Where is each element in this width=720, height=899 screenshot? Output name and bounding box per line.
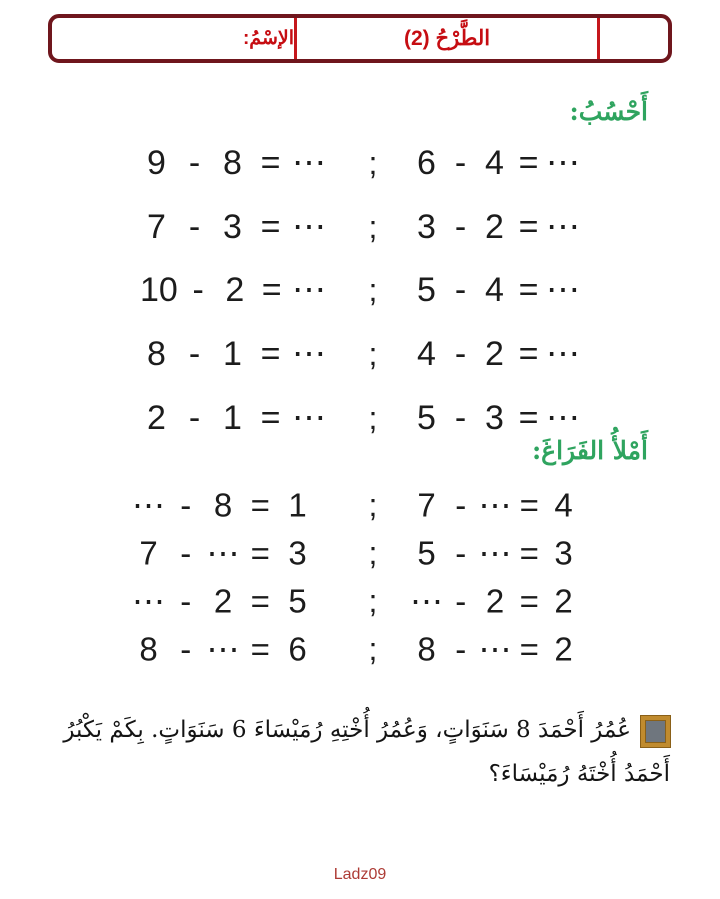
operand-a: 7	[139, 534, 158, 572]
answer-blank: ⋯	[546, 398, 580, 437]
result: 3	[554, 534, 573, 572]
equations-separator: ;	[368, 487, 378, 523]
answer-blank: ⋯	[478, 534, 512, 572]
equation-left	[132, 486, 314, 524]
equations-separator: ;	[368, 144, 378, 181]
result: 3	[288, 534, 307, 572]
minus-sign: -	[454, 335, 467, 374]
equation-left	[140, 143, 326, 182]
equals-sign: =	[250, 534, 270, 572]
equals-sign: =	[250, 486, 270, 524]
square-bullet-icon	[641, 716, 670, 747]
operand-b: 2	[485, 582, 505, 620]
equals-sign: =	[519, 582, 539, 620]
minus-sign: -	[188, 335, 201, 374]
operand-a: 8	[139, 630, 158, 668]
name-label: الإسْمُ:	[242, 28, 294, 49]
equations-separator: ;	[368, 208, 378, 245]
equation-right	[410, 582, 580, 620]
answer-blank: ⋯	[478, 630, 512, 668]
operand-b: 1	[223, 335, 242, 374]
answer-blank: ⋯	[206, 534, 240, 572]
equations-separator: ;	[368, 272, 378, 309]
equation-right	[410, 630, 580, 668]
operand-b: 4	[485, 143, 504, 182]
equation-row	[0, 259, 720, 323]
section-heading-fill-blank: أَمْلأُ الفَرَاغَ:	[531, 436, 648, 465]
word-problem-text: عُمُرُ أَحْمَدَ 8 سَنَوَاتٍ، وَعُمُرُ أُخْتِهِ رُمَيْسَاءَ 6 سَنَوَاتٍ. بِكَمْ يَكْبُرُ أَحْمَدُ أُخْتَهُ رُمَيْسَاءَ؟	[63, 717, 670, 787]
minus-sign: -	[455, 582, 467, 620]
equals-sign: =	[260, 207, 281, 246]
operand-a: 10	[140, 271, 178, 310]
answer-blank: ⋯	[546, 207, 580, 246]
equation-left	[132, 582, 314, 620]
equation-right	[410, 271, 580, 310]
minus-sign: -	[455, 630, 467, 668]
equals-sign: =	[518, 398, 539, 437]
equation-left	[140, 271, 326, 310]
answer-blank: ⋯	[546, 335, 580, 374]
operand-b: 8	[213, 486, 233, 524]
equals-sign: =	[519, 486, 539, 524]
name-field-cell	[52, 18, 297, 59]
answer-blank: ⋯	[132, 582, 165, 620]
answer-blank: ⋯	[546, 143, 580, 182]
equation-right	[410, 534, 580, 572]
result: 2	[554, 630, 573, 668]
equation-right	[410, 398, 580, 437]
operand-a: 5	[417, 398, 436, 437]
operand-b: 3	[223, 207, 242, 246]
minus-sign: -	[180, 486, 192, 524]
equation-row	[0, 625, 720, 673]
equals-sign: =	[250, 582, 270, 620]
operand-b: 3	[485, 398, 504, 437]
equation-row	[0, 322, 720, 386]
answer-blank: ⋯	[292, 335, 326, 374]
operand-a: 2	[147, 398, 166, 437]
operand-a: 8	[417, 630, 436, 668]
operand-b: 2	[213, 582, 233, 620]
minus-sign: -	[455, 534, 467, 572]
operand-a: 3	[417, 207, 436, 246]
equation-right	[410, 335, 580, 374]
operand-a: 7	[417, 486, 436, 524]
minus-sign: -	[455, 486, 467, 524]
answer-blank: ⋯	[206, 630, 240, 668]
answer-blank: ⋯	[478, 486, 512, 524]
equation-left	[140, 207, 326, 246]
page-title: الطَّرْحُ (2)	[403, 27, 491, 50]
result: 2	[554, 582, 573, 620]
equals-sign: =	[260, 143, 281, 182]
equals-sign: =	[518, 207, 539, 246]
equals-sign: =	[261, 271, 282, 310]
operand-b: 8	[223, 143, 242, 182]
operand-a: 7	[147, 207, 166, 246]
equals-sign: =	[518, 335, 539, 374]
equations-separator: ;	[368, 399, 378, 436]
equals-sign: =	[519, 630, 539, 668]
minus-sign: -	[180, 534, 192, 572]
operand-b: 2	[485, 207, 504, 246]
minus-sign: -	[188, 207, 201, 246]
equation-row	[0, 195, 720, 259]
minus-sign: -	[180, 582, 192, 620]
section-heading-calculate: أَحْسُبُ:	[569, 97, 648, 126]
equals-sign: =	[518, 271, 539, 310]
header-empty-cell	[597, 18, 668, 59]
answer-blank: ⋯	[546, 271, 580, 310]
operand-b: 4	[485, 271, 504, 310]
equations-separator: ;	[368, 535, 378, 571]
answer-blank: ⋯	[292, 207, 326, 246]
equations-separator: ;	[368, 336, 378, 373]
equals-sign: =	[260, 335, 281, 374]
equation-right	[410, 143, 580, 182]
minus-sign: -	[180, 630, 192, 668]
equation-row	[0, 131, 720, 195]
operand-b: 1	[223, 398, 242, 437]
calc-section	[0, 131, 720, 450]
equations-separator: ;	[368, 583, 378, 619]
equation-row	[0, 577, 720, 625]
result: 5	[288, 582, 307, 620]
minus-sign: -	[188, 398, 201, 437]
operand-a: 5	[417, 271, 436, 310]
result: 4	[554, 486, 573, 524]
operand-a: 9	[147, 143, 166, 182]
minus-sign: -	[188, 143, 201, 182]
answer-blank: ⋯	[292, 398, 326, 437]
answer-blank: ⋯	[132, 486, 165, 524]
title-cell	[297, 18, 597, 59]
operand-a: 5	[417, 534, 436, 572]
equation-left	[140, 398, 326, 437]
equation-right	[410, 486, 580, 524]
worksheet-header	[48, 14, 672, 63]
result: 6	[288, 630, 307, 668]
equals-sign: =	[260, 398, 281, 437]
word-problem	[36, 708, 670, 796]
equals-sign: =	[250, 630, 270, 668]
operand-b: 2	[225, 271, 245, 310]
equals-sign: =	[519, 534, 539, 572]
equation-row	[0, 481, 720, 529]
operand-b: 2	[485, 335, 504, 374]
equation-left	[140, 335, 326, 374]
equation-left	[132, 534, 314, 572]
minus-sign: -	[454, 143, 467, 182]
operand-a: 4	[417, 335, 436, 374]
equation-row	[0, 529, 720, 577]
equation-right	[410, 207, 580, 246]
equals-sign: =	[518, 143, 539, 182]
result: 1	[288, 486, 307, 524]
minus-sign: -	[192, 271, 204, 310]
minus-sign: -	[454, 398, 467, 437]
operand-a: 6	[417, 143, 436, 182]
minus-sign: -	[454, 207, 467, 246]
fill-blank-section	[0, 481, 720, 673]
equation-left	[132, 630, 314, 668]
footer-credit: Ladz09	[333, 866, 387, 883]
minus-sign: -	[454, 271, 467, 310]
answer-blank: ⋯	[292, 143, 326, 182]
answer-blank: ⋯	[291, 271, 326, 310]
equations-separator: ;	[368, 631, 378, 667]
operand-a: 8	[147, 335, 166, 374]
answer-blank: ⋯	[410, 582, 443, 620]
